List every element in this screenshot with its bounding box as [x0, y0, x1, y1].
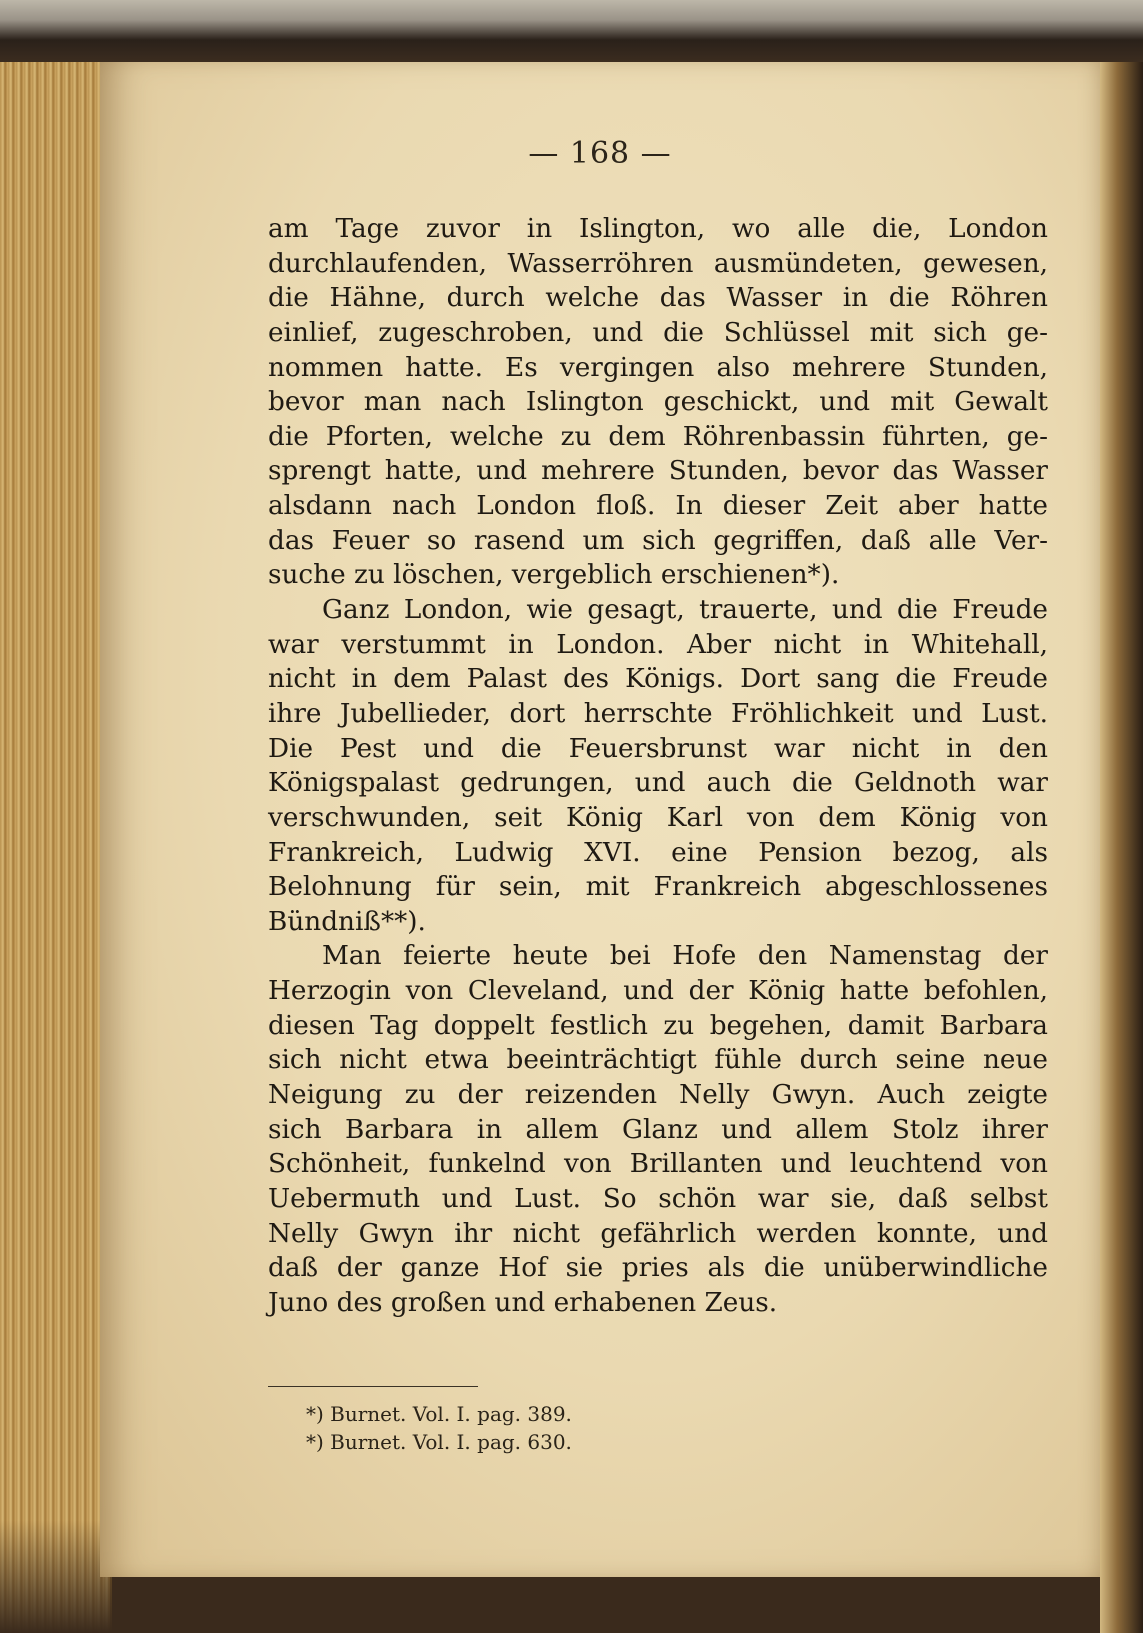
text-line: daß der ganze Hof sie pries als die unüberwindliche [268, 1253, 1048, 1284]
page-number: — 168 — [528, 136, 672, 171]
text-line: nicht in dem Palast des Königs. Dort sang die Freude [268, 664, 1048, 695]
book-top-edge [0, 0, 1143, 62]
text-line: Frankreich, Ludwig XVI. eine Pension bezog, als [268, 837, 1048, 868]
text-line: durchlaufenden, Wasserröhren ausmündeten, gewesen, [268, 248, 1048, 279]
footnote: *) Burnet. Vol. I. pag. 630. [306, 1430, 572, 1454]
book-gutter-edge [1100, 62, 1143, 1633]
text-line: nommen hatte. Es vergingen also mehrere Stunden, [268, 352, 1048, 383]
page-stack-shadow [0, 1520, 112, 1633]
text-line: Schönheit, funkelnd von Brillanten und leuchtend von [268, 1149, 1048, 1180]
text-line: Man feierte heute bei Hofe den Namenstag der [322, 941, 1048, 972]
footnotes [306, 1400, 806, 1456]
text-line: bevor man nach Islington geschickt, und mit Gewalt [268, 387, 1048, 418]
footnote-rule [268, 1386, 478, 1387]
text-line: war verstummt in London. Aber nicht in Whitehall, [268, 629, 1048, 660]
text-line: ihre Jubellieder, dort herrschte Fröhlichkeit und Lust. [268, 698, 1048, 729]
text-line: alsdann nach London floß. In dieser Zeit aber hatte [268, 491, 1048, 522]
text-line: Nelly Gwyn ihr nicht gefährlich werden konnte, und [268, 1218, 1048, 1249]
text-line: einlief, zugeschroben, und die Schlüssel mit sich ge- [268, 317, 1048, 348]
text-line: suche zu löschen, vergeblich erschienen*). [268, 560, 840, 591]
text-line: sich Barbara in allem Glanz und allem Stolz ihrer [268, 1114, 1048, 1145]
text-line: am Tage zuvor in Islington, wo alle die, London [268, 214, 1048, 244]
text-line: sich nicht etwa beeinträchtigt fühle durch seine neue [268, 1045, 1048, 1076]
page-stack-edge [0, 62, 112, 1633]
text-line: Königspalast gedrungen, und auch die Geldnoth war [268, 768, 1048, 799]
text-line: Die Pest und die Feuersbrunst war nicht in den [268, 733, 1048, 764]
text-line: sprengt hatte, und mehrere Stunden, bevor das Wasser [268, 456, 1048, 487]
text-line: Juno des großen und erhabenen Zeus. [268, 1287, 778, 1318]
footnote: *) Burnet. Vol. I. pag. 389. [306, 1402, 572, 1426]
text-line: diesen Tag doppelt festlich zu begehen, damit Barbara [268, 1010, 1048, 1041]
text-line: das Feuer so rasend um sich gegriffen, daß alle Ver- [268, 525, 1048, 556]
text-line: verschwunden, seit König Karl von dem König von [268, 802, 1048, 833]
text-line: die Hähne, durch welche das Wasser in die Röhren [268, 283, 1048, 314]
text-line: Uebermuth und Lust. So schön war sie, daß selbst [268, 1183, 1048, 1214]
text-line: Bündniß**). [268, 906, 426, 937]
text-line: Neigung zu der reizenden Nelly Gwyn. Auch zeigte [268, 1080, 1048, 1111]
text-line: Herzogin von Cleveland, und der König hatte befohlen, [268, 976, 1048, 1007]
text-line: Belohnung für sein, mit Frankreich abgeschlossenes [268, 872, 1048, 903]
body-text [268, 212, 1048, 1321]
text-line: die Pforten, welche zu dem Röhrenbassin führten, ge- [268, 421, 1048, 452]
text-line: Ganz London, wie gesagt, trauerte, und die Freude [322, 595, 1048, 626]
